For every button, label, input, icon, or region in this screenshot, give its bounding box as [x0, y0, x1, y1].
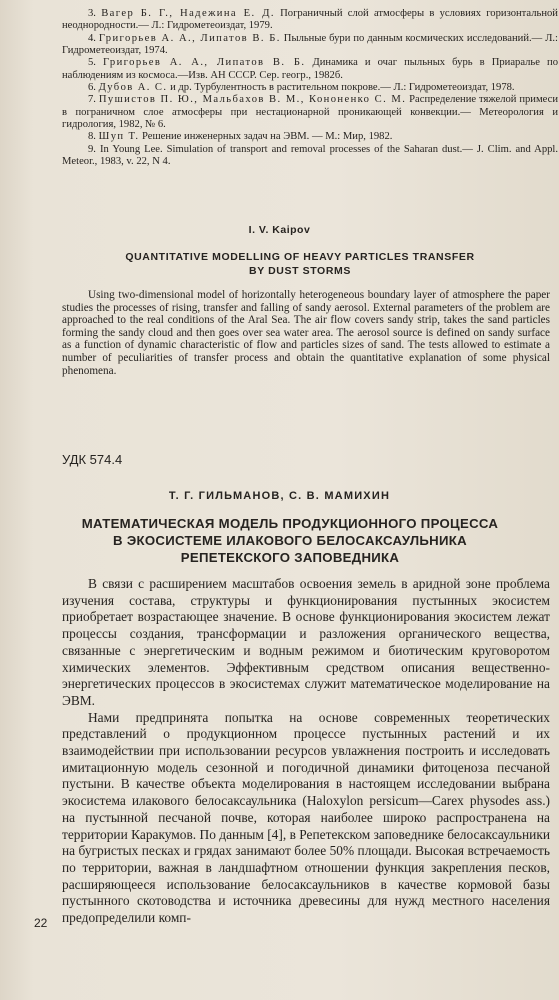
english-title-line: QUANTITATIVE MODELLING OF HEAVY PARTICLES TRANSFER [125, 251, 475, 263]
reference-list [62, 8, 558, 168]
russian-authors: Т. Г. ГИЛЬМАНОВ, С. В. МАМИХИН [168, 490, 391, 502]
russian-title-line: В ЭКОСИСТЕМЕ ИЛАКОВОГО БЕЛОСАКСАУЛЬНИКА [113, 533, 467, 548]
reference-authors: Вагер Б. Г., Надежина Е. Д. [101, 8, 275, 19]
reference-authors: Шуп Т. [98, 131, 140, 143]
reference-authors: Дубов А. С. [98, 82, 168, 94]
reference-item: 4. Григорьев А. А., Липатов В. Б. Пыльные бури по данным космических исследований.— Л.: Гидрометеоиздат, 1974. [62, 32, 558, 57]
russian-title-line: РЕПЕТЕКСКОГО ЗАПОВЕДНИКА [180, 550, 400, 565]
reference-item: 9. In Young Lee. Simulation of transport and removal processes of the Saharan dust.— J. Clim. and Appl. Meteor., 1983, v. 22, N 4. [62, 143, 558, 168]
reference-item: 6. Дубов А. С. и др. Турбулентность в растительном покрове.— Л.: Гидрометеоиздат, 1978. [88, 82, 515, 94]
english-title [80, 250, 520, 278]
udk-code: УДК 574.4 [62, 452, 123, 467]
body-paragraph: В связи с расширением масштабов освоения земель в аридной зоне проблема изучения состава, структуры и функционирования пустынных экосистем приобретает возрастающее значение. В основе функционирования экосистем лежат процессы создания, трансформации и разложения органического вещества, связанные с энергетическим и водным режимом и биотическим круговоротом химических элементов. Эффективным средством описания вещественно-энергетических процессов в экосистемах служит математическое моделирование на ЭВМ. [62, 576, 550, 708]
russian-title [55, 515, 525, 566]
russian-title-line: МАТЕМАТИЧЕСКАЯ МОДЕЛЬ ПРОДУКЦИОННОГО ПРОЦЕССА [81, 516, 499, 531]
reference-authors: Григорьев А. А., Липатов В. Б. [98, 32, 281, 44]
page-number: 22 [34, 916, 48, 930]
english-title-line: BY DUST STORMS [249, 265, 351, 277]
reference-item: 7. Пушистов П. Ю., Мальбахов В. М., Кононенко С. М. Распределение тяжелой примеси в пограничном слое атмосферы при нестационарной проникающей конвекции.— Метеорология и гидрология, 1982, № 6. [62, 94, 559, 131]
reference-authors: Григорьев А. А., Липатов В. Б. [103, 57, 306, 69]
reference-item: 8. Шуп Т. Решение инженерных задач на ЭВМ. — М.: Мир, 1982. [88, 131, 393, 143]
body-paragraph: Нами предпринята попытка на основе современных теоретических представлений о продукционном процессе пустынных растений и их взаимодействии при использовании ресурсов увлажнения построить и исследовать имитационную модель сезонной и погодичной динамики фитоценоза песчаной пустыни. В качестве объекта моделирования в настоящем исследовании выбрана экосистема илакового белосаксаульника (Haloxylon persicum—Carex physodes ass.) на пустынной песчаной почве, которая наиболее широко распространена на территории Каракумов. По данным [4], в Репетекском заповеднике белосаксаульники на бугристых песках и грядах занимают более 50% площади. Высокая встречаемость по территории, важная в ландшафтном отношении функция закрепления песков, расширяющееся использование белосаксаульников в качестве кормовой базы пустынного скотоводства и источника древесины для нужд местного населения предопределили комп- [62, 709, 550, 926]
reference-item: 5. Григорьев А. А., Липатов В. Б. Динамика и очаг пыльных бурь в Приаралье по наблюдениям из космоса.—Изв. АН СССР. Сер. геогр., 1982б. [62, 57, 558, 81]
reference-item: 3. Вагер Б. Г., Надежина Е. Д. Пограничный слой атмосферы в условиях горизонтальной неоднородности.— Л.: Гидрометеоиздат, 1979. [62, 8, 558, 32]
english-abstract: Using two-dimensional model of horizontally heterogeneous boundary layer of atmosphere the paper studies the processes of rising, transfer and falling of sandy aerosol. External parameters of the problem are approached to the real conditions of the Aral Sea. The air flow covers sandy strip, takes the sand particles forming the sandy cloud and then goes over sea water area. The aerosol source is defined on sandy surface as a function of dynamic characteristic of flow and particles sizes of sand. The tests allowed to estimate a number of peculiarities of transfer process and obtain the quantitative explanation of some physical phenomena. [62, 289, 550, 377]
article-body [62, 576, 550, 927]
english-author: I. V. Kaipov [248, 224, 311, 236]
reference-authors: Пушистов П. Ю., Мальбахов В. М., Кононенко С. М. [98, 94, 407, 106]
